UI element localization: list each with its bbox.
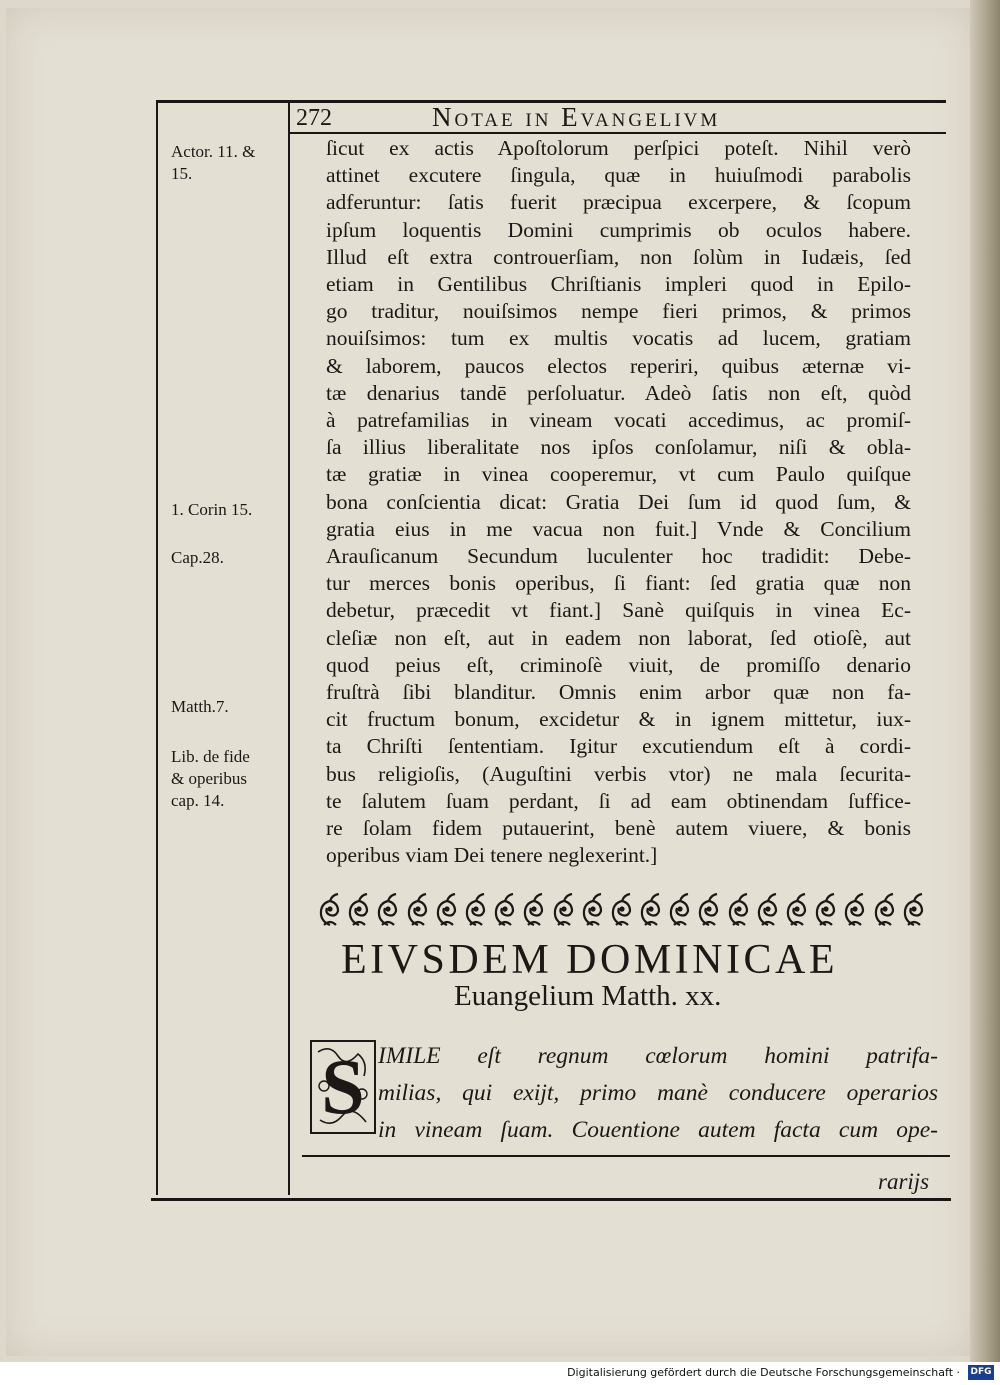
margin-inner-line [288, 100, 290, 1195]
fleuron-icon [754, 891, 782, 929]
body-line: te ſalutem ſuam perdant, ſi ad eam obtinendam ſuffice- [326, 788, 911, 813]
gospel-line: milias, qui exijt, primo manè conducere operarios [378, 1080, 938, 1106]
gospel-line: in vineam ſuam. Couentione autem facta cum ope- [378, 1117, 938, 1143]
fleuron-icon [433, 891, 461, 929]
body-line: go traditur, nouiſsimos nempe fieri primos, & primos [326, 299, 911, 324]
body-line: ta Chriſti ſententiam. Igitur excutiendum eſt à cordi- [326, 734, 911, 759]
section-subtitle: Euangelium Matth. xx. [454, 980, 722, 1012]
body-line: fruſtrà ſibi blanditur. Omnis enim arbor quæ non fa- [326, 680, 911, 705]
fleuron-icon [316, 891, 344, 929]
fleuron-icon [550, 891, 578, 929]
body-line: nouiſsimos: tum ex multis vocatis ad lucem, gratiam [326, 326, 911, 351]
dfg-logo: DFG [968, 1365, 994, 1380]
body-line: tæ gratiæ in vinea cooperemur, vt cum Paulo quiſque [326, 462, 911, 487]
body-line: re ſolam fidem putauerint, benè autem viuere, & bonis [326, 816, 911, 841]
body-line: ipſum loquentis Domini cumprimis ob oculos habere. [326, 217, 911, 242]
body-line: adferuntur: ſatis fuerit præcipua excerpere, & ſcopum [326, 190, 911, 215]
fleuron-icon [900, 891, 928, 929]
fleuron-icon [783, 891, 811, 929]
body-line: etiam in Gentilibus Chriſtianis impleri quod in Epilo- [326, 272, 911, 297]
body-line: à patrefamilias in vineam vocati accedimus, ac promiſ- [326, 408, 911, 433]
fleuron-icon [841, 891, 869, 929]
digitization-credit: Digitalisierung gefördert durch die Deutsche Forschungsgemeinschaft · [567, 1366, 960, 1379]
margin-note-lib: Lib. de fide & operibus cap. 14. [171, 747, 250, 810]
fleuron-icon [695, 891, 723, 929]
digitization-footer [0, 1362, 1000, 1385]
book-spine-edge [970, 0, 1000, 1362]
page-number: 272 [296, 105, 332, 131]
fleuron-icon [345, 891, 373, 929]
margin-note-matth: Matth.7. [171, 697, 229, 716]
body-text [326, 135, 911, 869]
body-line: quod peius eſt, criminoſè viuit, de promiſſo denario [326, 652, 911, 677]
fleuron-icon [725, 891, 753, 929]
running-title: Notae in Evangelivm [432, 102, 721, 132]
fleuron-icon [637, 891, 665, 929]
body-line: & laborem, paucos electos reperiri, quibus æternæ vi- [326, 353, 911, 378]
ornament-band [316, 886, 928, 934]
fleuron-icon [812, 891, 840, 929]
margin-outer-line [156, 100, 158, 1195]
gospel-text [378, 1038, 938, 1149]
gospel-bottom-rule [302, 1155, 950, 1157]
body-line: attinet excutere ſingula, quæ in huiuſmodi parabolis [326, 163, 911, 188]
catchword: rarijs [878, 1169, 930, 1194]
body-line: ſa illius liberalitate nos ipſos conſolamur, niſi & obla- [326, 435, 911, 460]
fleuron-icon [491, 891, 519, 929]
fleuron-icon [404, 891, 432, 929]
body-line: bona conſcientia dicat: Gratia Dei ſum id quod ſum, & [326, 489, 911, 514]
margin-note-cap28: Cap.28. [171, 548, 224, 567]
margin-note-actor: Actor. 11. & 15. [171, 142, 256, 183]
body-line: Arauſicanum Secundum luculenter hoc tradidit: Debe- [326, 544, 911, 569]
fleuron-icon [374, 891, 402, 929]
body-line: bus religioſis, (Auguſtini verbis vtor) ne mala ſecurita- [326, 761, 911, 786]
fleuron-icon [608, 891, 636, 929]
decorated-initial [310, 1040, 376, 1134]
fleuron-icon [462, 891, 490, 929]
body-line: cleſiæ non eſt, aut in eadem non laborat, ſed otioſè, aut [326, 625, 911, 650]
book-page [6, 8, 972, 1356]
margin-note-corin: 1. Corin 15. [171, 500, 253, 519]
section-title: EIVSDEM DOMINICAE [341, 937, 838, 983]
body-line: tur merces bonis operibus, ſi fiant: ſed gratia quæ non [326, 571, 911, 596]
fleuron-icon [871, 891, 899, 929]
fleuron-icon [666, 891, 694, 929]
gospel-line: IMILE eſt regnum cœlorum homini patrifa- [378, 1043, 938, 1069]
fleuron-icon [579, 891, 607, 929]
fleuron-icon [520, 891, 548, 929]
initial-letter: S [321, 1043, 365, 1130]
body-line: Illud eſt extra controuerſiam, non ſolùm in Iudæis, ſed [326, 244, 911, 269]
body-line: debetur, præcedit vt fiant.] Sanè quiſquis in vinea Ec- [326, 598, 911, 623]
body-line: gratia eius in me vacua non fuit.] Vnde & Concilium [326, 516, 911, 541]
body-line: cit fructum bonum, excidetur & in ignem mittetur, iux- [326, 707, 911, 732]
body-line: ſicut ex actis Apoſtolorum perſpici poteſt. Nihil verò [326, 136, 911, 160]
footer-rule [151, 1198, 951, 1201]
body-line: tæ denarius tandē perſoluatur. Adeò ſatis non eſt, quòd [326, 380, 911, 405]
body-line: operibus viam Dei tenere neglexerint.] [326, 843, 658, 868]
